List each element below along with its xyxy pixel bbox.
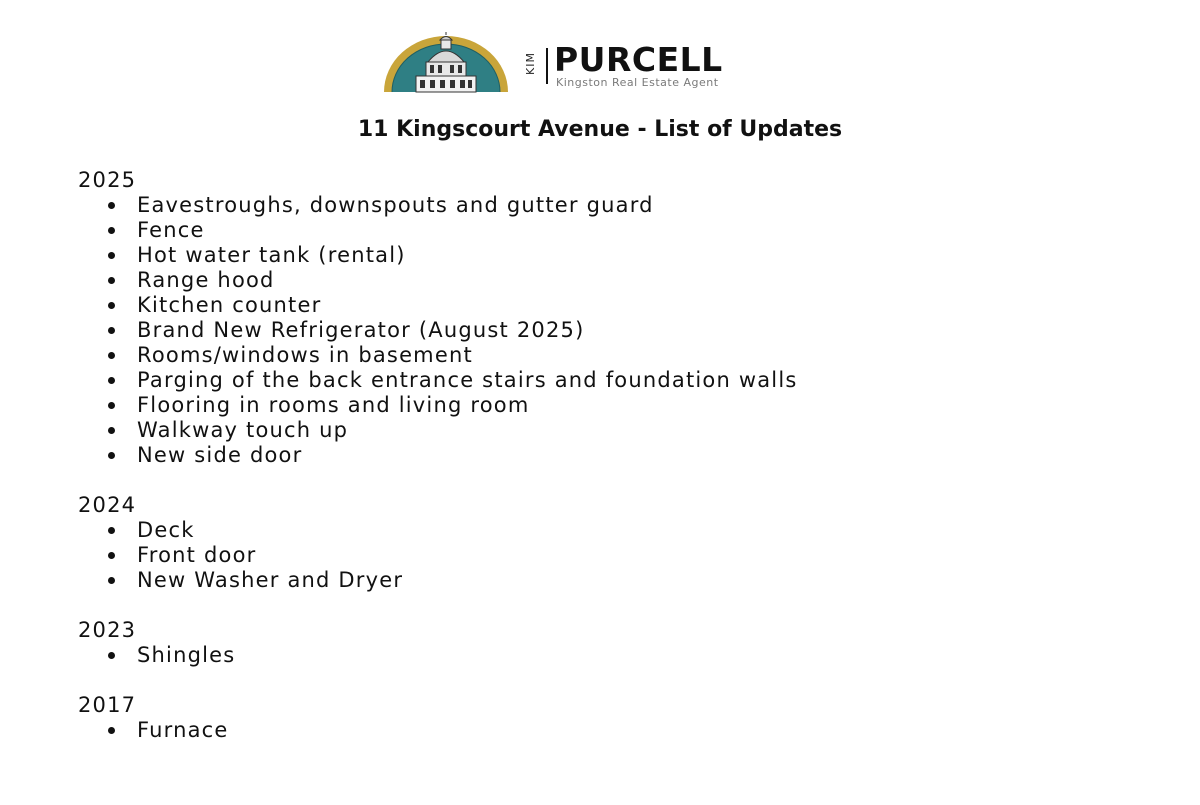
update-item xyxy=(78,293,1158,318)
update-item-text: New side door xyxy=(137,443,303,467)
update-item-text: Flooring in rooms and living room xyxy=(137,393,530,417)
update-item-text: Hot water tank (rental) xyxy=(137,243,406,267)
brand-logo xyxy=(380,32,820,94)
update-item-text: Deck xyxy=(137,518,195,542)
brand-tagline: Kingston Real Estate Agent xyxy=(556,76,719,89)
update-item-text: Walkway touch up xyxy=(137,418,349,442)
bullet-icon xyxy=(108,252,115,259)
update-item xyxy=(78,193,1158,218)
update-item xyxy=(78,418,1158,443)
updates-list xyxy=(78,168,1158,768)
update-item xyxy=(78,243,1158,268)
update-item xyxy=(78,268,1158,293)
bullet-icon xyxy=(108,227,115,234)
update-item-text: Brand New Refrigerator (August 2025) xyxy=(137,318,585,342)
update-items xyxy=(78,193,1158,468)
year-section-2023 xyxy=(78,618,1158,668)
bullet-icon xyxy=(108,277,115,284)
bullet-icon xyxy=(108,327,115,334)
bullet-icon xyxy=(108,452,115,459)
bullet-icon xyxy=(108,202,115,209)
bullet-icon xyxy=(108,552,115,559)
update-item-text: Eavestroughs, downspouts and gutter guard xyxy=(137,193,654,217)
year-label: 2025 xyxy=(78,168,137,192)
update-item xyxy=(78,543,1158,568)
year-section-2017 xyxy=(78,693,1158,743)
update-items xyxy=(78,718,1158,743)
update-item-text: Kitchen counter xyxy=(137,293,322,317)
logo-divider xyxy=(546,48,548,84)
update-item xyxy=(78,218,1158,243)
update-item-text: Range hood xyxy=(137,268,275,292)
update-item-text: Parging of the back entrance stairs and foundation walls xyxy=(137,368,798,392)
update-item xyxy=(78,318,1158,343)
year-section-2025 xyxy=(78,168,1158,468)
bullet-icon xyxy=(108,427,115,434)
update-item-text: Front door xyxy=(137,543,257,567)
update-items xyxy=(78,643,1158,668)
agent-first-name: KIM xyxy=(524,52,537,76)
brand-name: PURCELL xyxy=(554,40,723,79)
bullet-icon xyxy=(108,352,115,359)
update-item-text: Rooms/windows in basement xyxy=(137,343,473,367)
bullet-icon xyxy=(108,402,115,409)
year-label: 2017 xyxy=(78,693,137,717)
update-item xyxy=(78,393,1158,418)
update-item xyxy=(78,368,1158,393)
update-item-text: Furnace xyxy=(137,718,229,742)
update-item xyxy=(78,568,1158,593)
update-item xyxy=(78,643,1158,668)
year-label: 2023 xyxy=(78,618,137,642)
document-title: 11 Kingscourt Avenue - List of Updates xyxy=(357,117,843,142)
bullet-icon xyxy=(108,377,115,384)
update-item xyxy=(78,718,1158,743)
bullet-icon xyxy=(108,302,115,309)
update-item xyxy=(78,443,1158,468)
bullet-icon xyxy=(108,652,115,659)
update-item xyxy=(78,518,1158,543)
year-label: 2024 xyxy=(78,493,137,517)
update-items xyxy=(78,518,1158,593)
bullet-icon xyxy=(108,527,115,534)
update-item-text: New Washer and Dryer xyxy=(137,568,404,592)
update-item-text: Fence xyxy=(137,218,205,242)
update-item xyxy=(78,343,1158,368)
bullet-icon xyxy=(108,577,115,584)
bullet-icon xyxy=(108,727,115,734)
city-hall-dome-emblem xyxy=(380,32,512,94)
update-item-text: Shingles xyxy=(137,643,236,667)
year-section-2024 xyxy=(78,493,1158,593)
